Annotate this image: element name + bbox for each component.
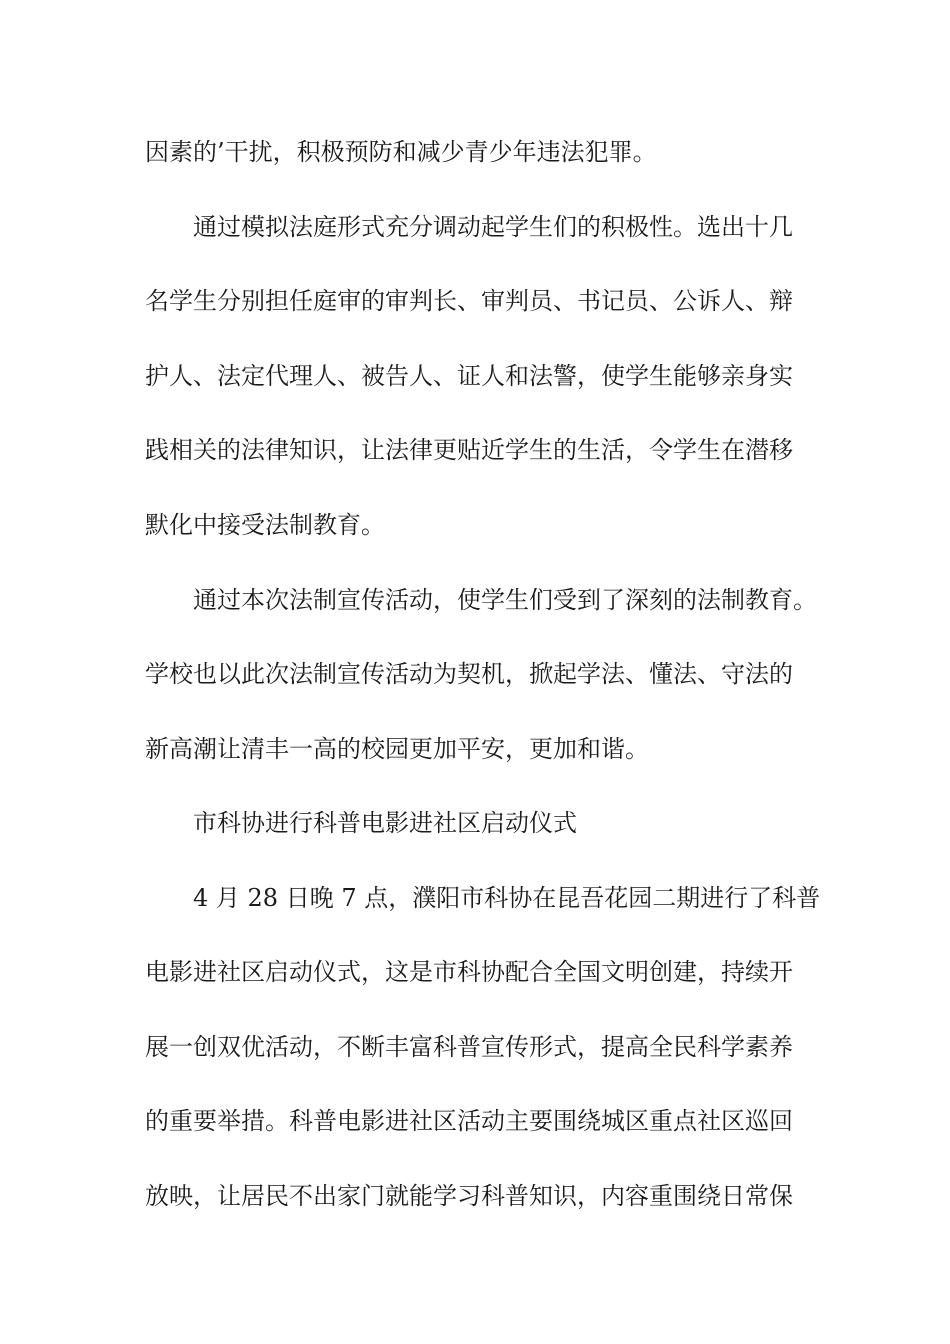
text-line: 践相关的法律知识，让法律更贴近学生的生活，令学生在潜移	[145, 436, 793, 464]
text-line: 4 月 28 日晚 7 点，濮阳市科协在昆吾花园二期进行了科普	[193, 884, 821, 912]
text-line: 放映，让居民不出家门就能学习科普知识，内容重围绕日常保	[145, 1182, 793, 1210]
text-line: 展一创双优活动，不断丰富科普宣传形式，提高全民科学素养	[145, 1033, 793, 1061]
text-line: 护人、法定代理人、被告人、证人和法警，使学生能够亲身实	[145, 362, 793, 390]
text-line: 默化中接受法制教育。	[145, 511, 385, 539]
text-line: 因素的’干扰，积极预防和减少青少年违法犯罪。	[145, 138, 657, 166]
text-line: 的重要举措。科普电影进社区活动主要围绕城区重点社区巡回	[145, 1107, 793, 1135]
text-line: 电影进社区启动仪式，这是市科协配合全国文明创建，持续开	[145, 958, 793, 986]
text-line: 名学生分别担任庭审的审判长、审判员、书记员、公诉人、辩	[145, 287, 793, 315]
section-heading: 市科协进行科普电影进社区启动仪式	[193, 809, 577, 837]
text-line: 新高潮让清丰一高的校园更加平安，更加和谐。	[145, 735, 649, 763]
text-line: 通过模拟法庭形式充分调动起学生们的积极性。选出十几	[193, 213, 793, 241]
text-line: 学校也以此次法制宣传活动为契机，掀起学法、懂法、守法的	[145, 660, 793, 688]
text-line: 通过本次法制宣传活动，使学生们受到了深刻的法制教育。	[193, 586, 817, 614]
